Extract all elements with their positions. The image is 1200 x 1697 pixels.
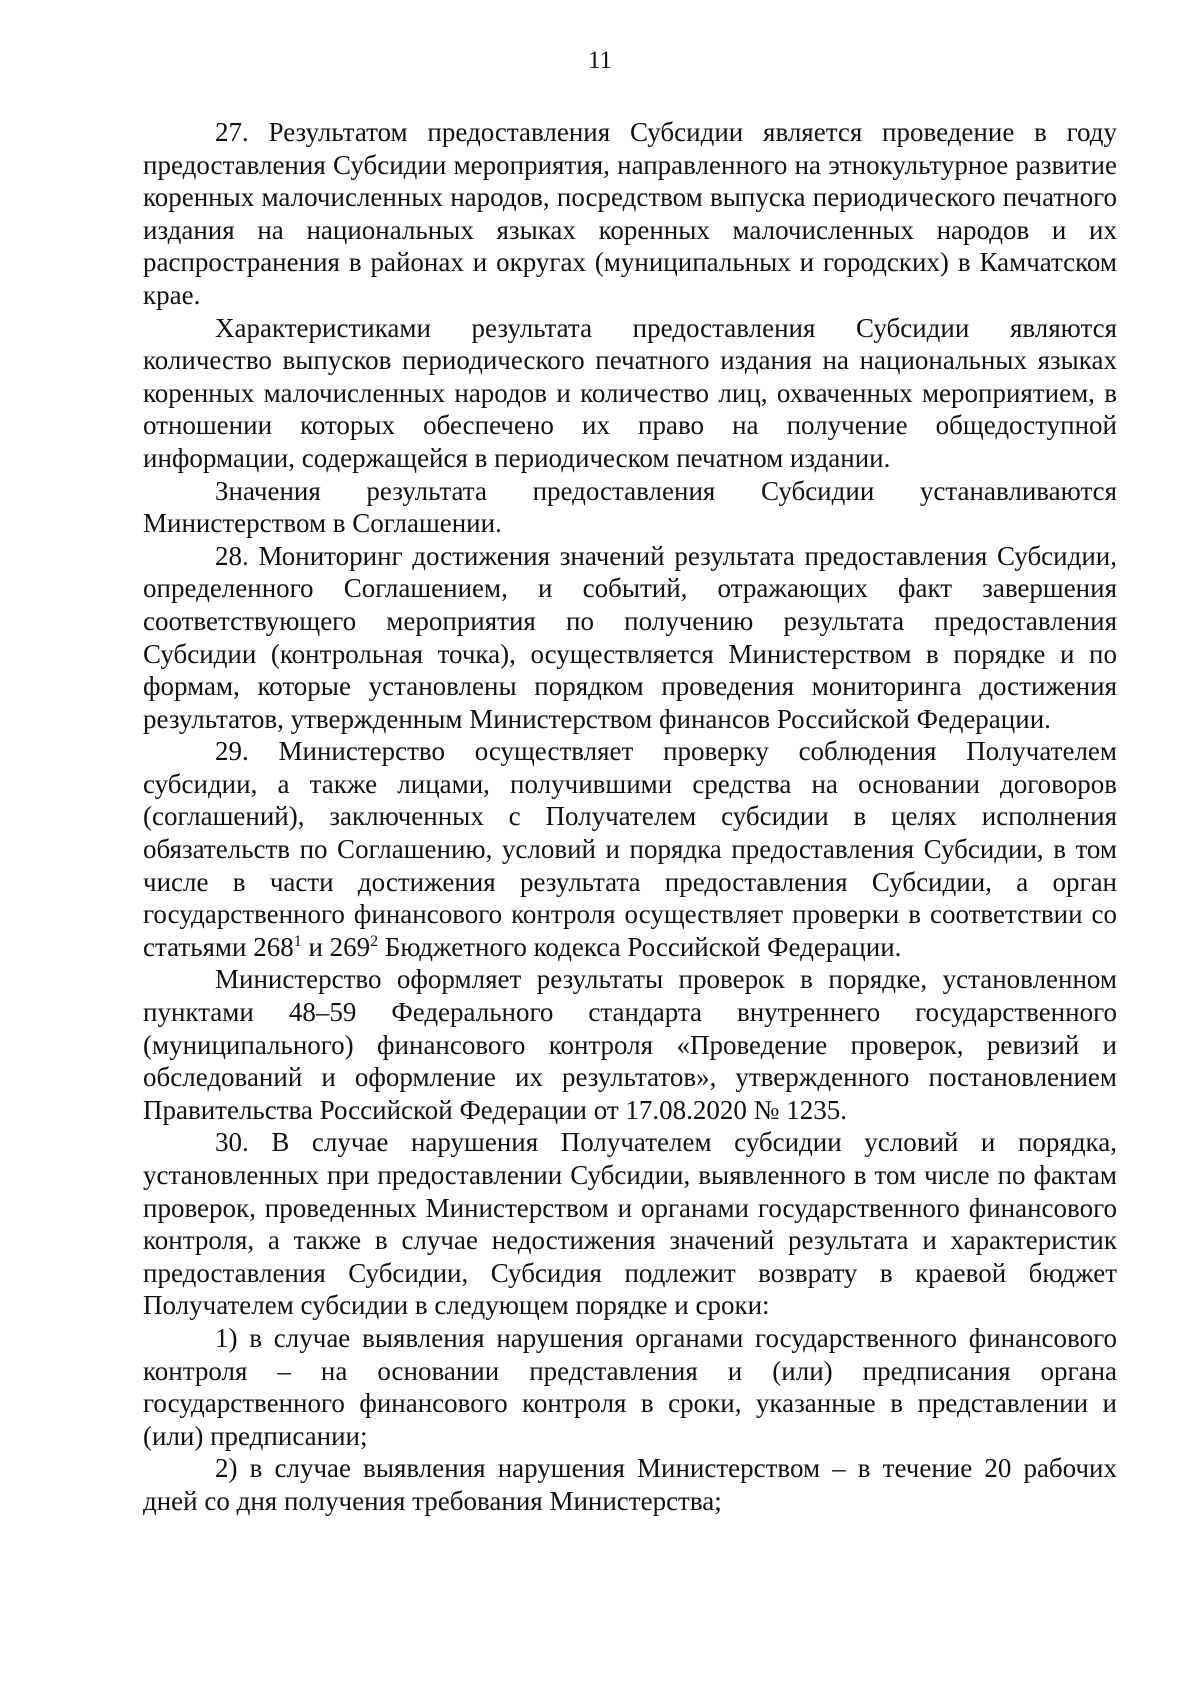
paragraph-inspection-results: Министерство оформляет результаты проверок в порядке, установленном пунктами 48–59 Федерального стандарта внутреннего государственного (муниципального) финансового контроля «Проведение проверок, ревизий и обследований и оформление их результатов», утвержденного постановлением Правительства Российской Федерации от 17.08.2020 № 1235.: [143, 964, 1117, 1125]
footnote-superscript-1: 1: [293, 932, 302, 950]
document-body: [143, 116, 1117, 1518]
footnote-superscript-2: 2: [370, 932, 379, 950]
paragraph-result-characteristics: Характеристиками результата предоставления Субсидии являются количество выпусков периодического печатного издания на национальных языках коренных малочисленных народов и количество лиц, охваченных мероприятием, в отношении которых обеспечено их право на получение общедоступной информации, содержащейся в периодическом печатном издании.: [143, 312, 1117, 473]
list-item-2: 2) в случае выявления нарушения Министерством – в течение 20 рабочих дней со дня получения требования Министерства;: [143, 1453, 1117, 1516]
paragraph-29-text-end: Бюджетного кодекса Российской Федерации.: [378, 931, 902, 962]
page-number: 11: [587, 47, 613, 74]
list-item-1: 1) в случае выявления нарушения органами государственного финансового контроля – на основании представления и (или) предписания органа государственного финансового контроля в сроки, указанные в представлении и (или) предписании;: [143, 1322, 1117, 1451]
paragraph-27: 27. Результатом предоставления Субсидии является проведение в году предоставления Субсидии мероприятия, направленного на этнокультурное развитие коренных малочисленных народов, посредством выпуска периодического печатного издания на национальных языках коренных малочисленных народов и их распространения в районах и округах (муниципальных и городских) в Камчатском крае.: [143, 117, 1117, 310]
paragraph-29-text-mid: и 269: [301, 931, 371, 962]
paragraph-result-values: Значения результата предоставления Субсидии устанавливаются Министерством в Соглашении.: [143, 475, 1117, 539]
paragraph-28: 28. Мониторинг достижения значений результата предоставления Субсидии, определенного Соглашением, и событий, отражающих факт завершения соответствующего мероприятия по получению результата предоставления Субсидии (контрольная точка), осуществляется Министерством в порядке и по формам, которые установлены порядком проведения мониторинга достижения результатов, утвержденным Министерством финансов Российской Федерации.: [143, 540, 1117, 734]
paragraph-29: [143, 735, 1117, 963]
paragraph-30: 30. В случае нарушения Получателем субсидии условий и порядка, установленных при предоставлении Субсидии, выявленного в том числе по фактам проверок, проведенных Министерством и органами государственного финансового контроля, а также в случае недостижения значений результата и характеристик предоставления Субсидии, Субсидия подлежит возврату в краевой бюджет Получателем субсидии в следующем порядке и сроки:: [143, 1127, 1117, 1321]
paragraph-29-text-start: 29. Министерство осуществляет проверку соблюдения Получателем субсидии, а также лицами, получившими средства на основании договоров (соглашений), заключенных с Получателем субсидии в целях исполнения обязательств по Соглашению, условий и порядка предоставления Субсидии, в том числе в части достижения результата предоставления Субсидии, а орган государственного финансового контроля осуществляет проверки в соответствии со статьями 268: [143, 736, 1117, 962]
